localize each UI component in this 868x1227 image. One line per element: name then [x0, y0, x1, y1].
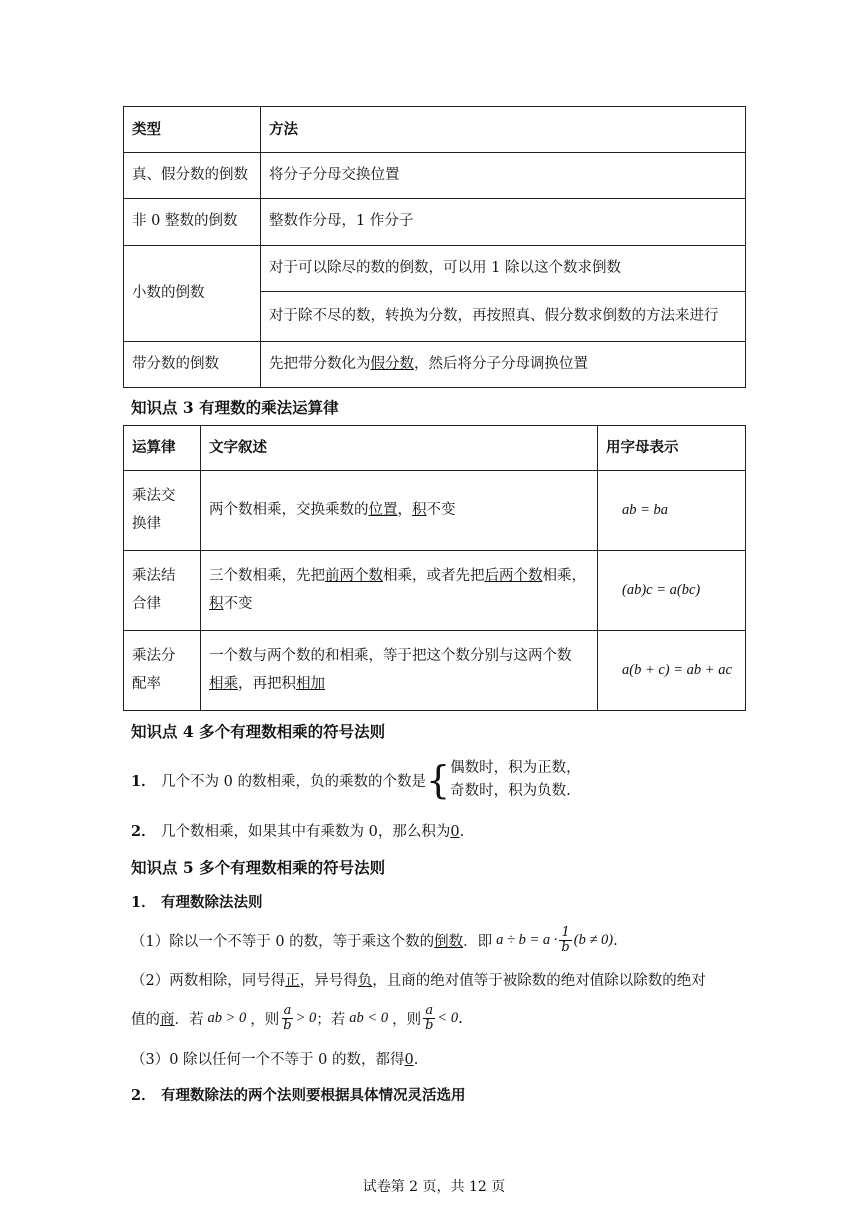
table-cell: 三个数相乘，先把前两个数相乘，或者先把后两个数相乘， 积不变 [201, 551, 598, 631]
section-heading: 知识点 5 多个有理数相乘的符号法则 [131, 858, 386, 877]
sign-rule-item: 1． 几个不为 0 的数相乘，负的乘数的个数是 { 偶数时，积为正数， 奇数时，积为负数. [131, 758, 581, 803]
table-cell: 整数作分母，1 作分子 [261, 199, 746, 246]
formula-cell: ab = ba [598, 471, 746, 551]
table-header-method: 方法 [261, 107, 746, 153]
table-cell: 两个数相乘，交换乘数的位置，积不变 [201, 471, 598, 551]
multiplication-laws-table [123, 425, 746, 711]
table-cell: 乘法交 换律 [124, 471, 201, 551]
division-rule-3: （3）0 除以任何一个不等于 0 的数，都得0. [131, 1052, 419, 1068]
zero-rule-item: 2． 几个数相乘，如果其中有乘数为 0，那么积为0. [131, 823, 465, 840]
subheading: 1． 有理数除法法则 [131, 894, 263, 911]
page-footer: 试卷第 2 页，共 12 页 [362, 1179, 506, 1195]
table-cell: 小数的倒数 [124, 246, 261, 342]
table-cell: 带分数的倒数 [124, 342, 261, 388]
brace-icon: { [425, 758, 451, 803]
table-cell: 非 0 整数的倒数 [124, 199, 261, 246]
table-cell: 乘法分 配率 [124, 631, 201, 711]
table-cell: 对于除不尽的数，转换为分数，再按照真、假分数求倒数的方法来进行 [261, 292, 746, 342]
formula-cell: (ab)c = a(bc) [598, 551, 746, 631]
division-rule-2-cont: 值的 商 ．若 ab > 0 ，则 $\frac{a}{b}$ > 0 ；若 ab < 0 ，则 $\frac{a}{b}$ < 0 . [131, 1003, 463, 1034]
table-header-type: 类型 [124, 107, 261, 153]
formula-cell: a(b + c) = ab + ac [598, 631, 746, 711]
table-cell: 先把带分数化为假分数，然后将分子分母调换位置 [261, 342, 746, 388]
table-cell: 真、假分数的倒数 [124, 153, 261, 199]
division-rule-1: （1）除以一个不等于 0 的数，等于乘这个数的 倒数 ．即 a ÷ b = a · $\frac{1}{b}$ (b ≠ 0) . [131, 925, 618, 956]
subheading: 2． 有理数除法的两个法则要根据具体情况灵活选用 [131, 1087, 466, 1104]
table-cell: 将分子分母交换位置 [261, 153, 746, 199]
table-cell: 对于可以除尽的数的倒数，可以用 1 除以这个数求倒数 [261, 246, 746, 292]
table-cell: 一个数与两个数的和相乘，等于把这个数分别与这两个数 相乘，再把积相加 [201, 631, 598, 711]
reciprocal-table [123, 106, 746, 388]
section-heading: 知识点 3 有理数的乘法运算律 [131, 398, 339, 417]
table-cell: 乘法结 合律 [124, 551, 201, 631]
table-header-desc: 文字叙述 [201, 426, 598, 471]
table-header-formula: 用字母表示 [598, 426, 746, 471]
section-heading: 知识点 4 多个有理数相乘的符号法则 [131, 722, 386, 741]
table-header-law: 运算律 [124, 426, 201, 471]
division-rule-2: （2）两数相除，同号得正，异号得负，且商的绝对值等于被除数的绝对值除以除数的绝对 [131, 973, 706, 989]
